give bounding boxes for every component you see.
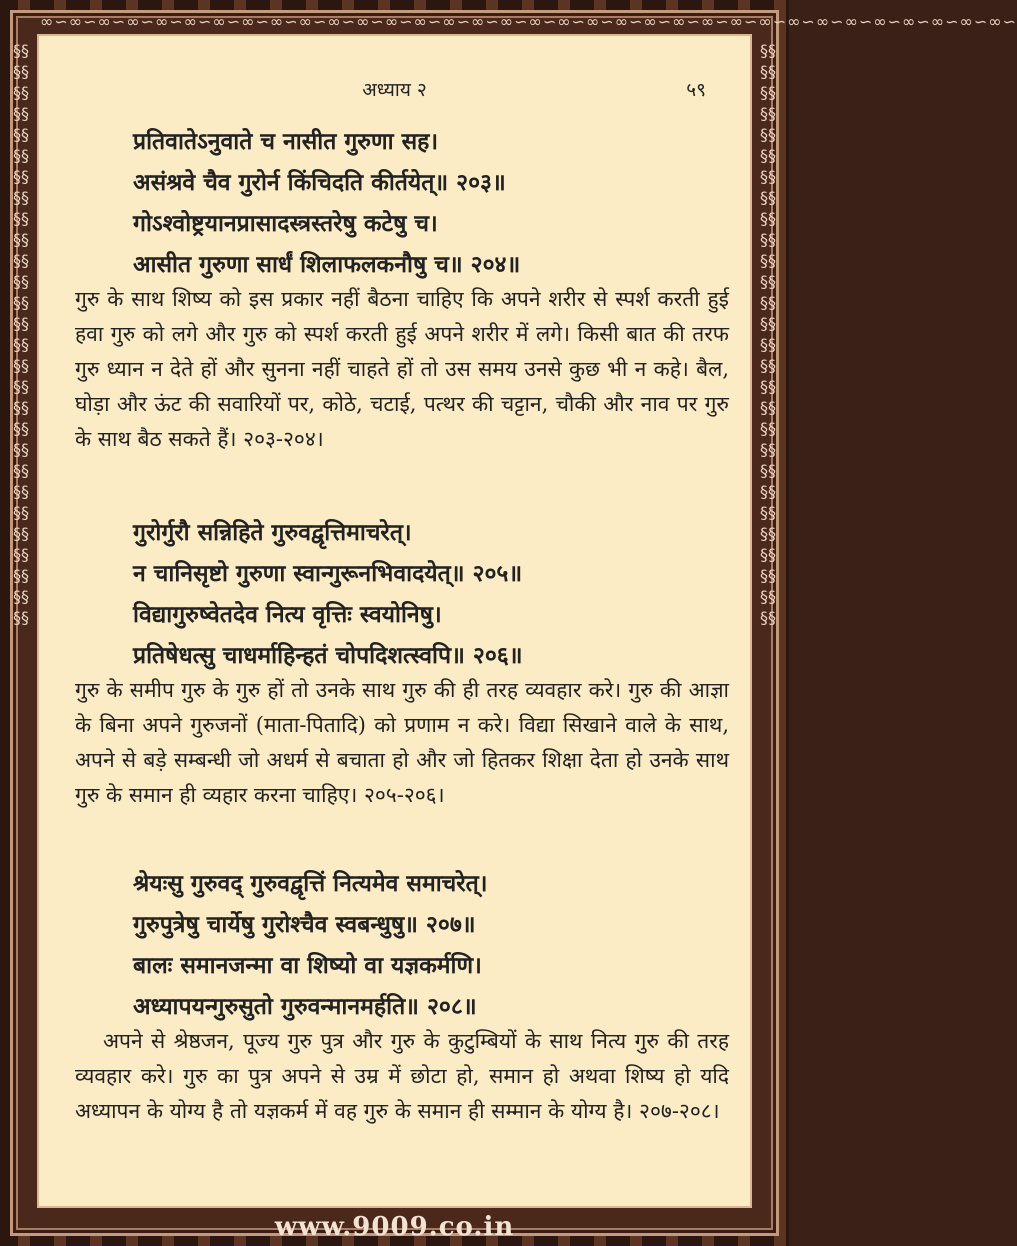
verse-line: प्रतिषेधत्सु चाधर्माहिन्हतं चोपदिशत्स्वपि॥ २०६॥ [133, 642, 523, 669]
chapter-title: अध्याय २ [362, 79, 427, 101]
translation-paragraph: अपने से श्रेष्ठजन, पूज्य गुरु पुत्र और गुरु के कुटुम्बियों के साथ नित्य गुरु की तरह व्यवहार करे। गुरु का पुत्र अपने से उम्र में छोटा हो, समान हो अथवा शिष्य हो यदि अध्यापन के योग्य है तो यज्ञकर्म में वह गुरु के समान ही सम्मान के योग्य है। २०७-२०८। [75, 1029, 729, 1123]
website-footer: www.9009.co.in [274, 1212, 515, 1242]
verse-line: गोऽश्वोष्ट्रयानप्रासादस्त्रस्तरेषु कटेषु च। [133, 210, 438, 237]
top-ornament-border: ∞∽∞∽∞∽∞∽∞∽∞∽∞∽∞∽∞∽∞∽∞∽∞∽∞∽∞∽∞∽∞∽∞∽∞∽∞∽∞∽∞∽∞∽∞∽∞∽∞∽∞∽∞∽∞∽∞∽∞∽∞∽∞∽∞∽∞∽ [40, 12, 1017, 31]
verse-line: गुरुपुत्रेषु चार्येषु गुरोश्चैव स्वबन्धुषु॥ २०७॥ [133, 911, 476, 938]
translation-paragraph: गुरु के समीप गुरु के गुरु हों तो उनके साथ गुरु की ही तरह व्यवहार करे। गुरु की आज्ञा के बिना अपने गुरुजनों (माता-पितादि) को प्रणाम न करे। विद्या सिखाने वाले के साथ, अपने से बड़े सम्बन्धी जो अधर्म से बचाता हो और जो हितकर शिक्षा देता हो उनके साथ गुरु के समान ही व्यहार करना चाहिए। २०५-२०६। [75, 678, 729, 807]
translation-paragraph: गुरु के साथ शिष्य को इस प्रकार नहीं बैठना चाहिए कि अपने शरीर से स्पर्श करती हुई हवा गुरु को लगे और गुरु को स्पर्श करती हुई अपने शरीर में लगे। किसी बात की तरफ गुरु ध्यान न देते हों और सुनना नहीं चाहते हों तो उस समय उनसे कुछ भी न कहे। बैल, घोड़ा और ऊंट की सवारियों पर, कोठे, चटाई, पत्थर की चट्टान, चौकी और नाव पर गुरु के साथ बैठ सकते हैं। २०३-२०४। [75, 287, 729, 451]
verse-line: प्रतिवातेऽनुवाते च नासीत गुरुणा सह। [133, 128, 439, 155]
verse-line: न चानिसृष्टो गुरुणा स्वान्गुरूनभिवादयेत्॥ २०५॥ [133, 560, 523, 587]
page-number: ५९ [686, 79, 706, 101]
verse-line: आसीत गुरुणा सार्धं शिलाफलकनौषु च॥ २०४॥ [133, 251, 521, 278]
verse-line: विद्यागुरुष्वेतदेव नित्य वृत्तिः स्वयोनिषु। [133, 601, 442, 628]
verse-line: गुरोर्गुरौ सन्निहिते गुरुवद्वृत्तिमाचरेत्। [133, 519, 412, 546]
verse-line: श्रेयःसु गुरुवद् गुरुवद्वृत्तिं नित्यमेव समाचरेत्। [133, 870, 488, 897]
verse-line: अध्यापयन्गुरुसुतो गुरुवन्मानमर्हति॥ २०८॥ [133, 993, 477, 1020]
verse-line: बालः समानजन्मा वा शिष्यो वा यज्ञकर्मणि। [133, 952, 482, 979]
book-page [37, 34, 752, 1208]
right-ornament-border: §§§§§§§§§§§§§§§§§§§§§§§§§§§§§§§§§§§§§§§§§§§§§§§§§§§§§§§§ [760, 41, 776, 627]
verse-line: असंश्रवे चैव गुरोर्न किंचिदति कीर्तयेत्॥ २०३॥ [133, 169, 506, 196]
left-ornament-border: §§§§§§§§§§§§§§§§§§§§§§§§§§§§§§§§§§§§§§§§§§§§§§§§§§§§§§§§ [13, 41, 29, 627]
page-header [39, 76, 750, 106]
